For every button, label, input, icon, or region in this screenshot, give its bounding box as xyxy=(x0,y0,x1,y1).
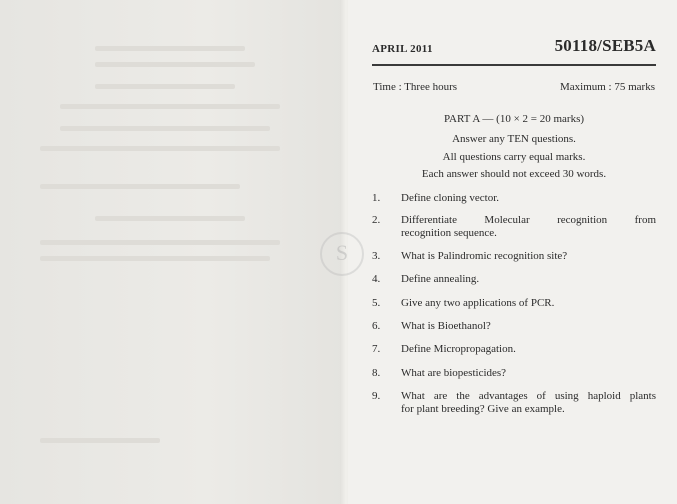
maximum-marks: Maximum : 75 marks xyxy=(559,81,655,93)
question-number: 4. xyxy=(372,273,381,285)
faded-text-line xyxy=(60,104,280,109)
question-text: What are biopesticides? xyxy=(401,367,507,379)
part-title: PART A — (10 × 2 = 20 marks) xyxy=(443,113,585,125)
question-number: 7. xyxy=(372,343,381,355)
question-number: 8. xyxy=(372,367,381,379)
question-text-line1: What are the advantages of using haploid plants xyxy=(401,390,656,402)
faded-text-line xyxy=(40,256,270,261)
header-rule xyxy=(372,64,656,66)
exam-header xyxy=(372,36,656,66)
question-number: 9. xyxy=(372,390,381,402)
faded-text-line xyxy=(40,240,280,245)
faded-text-line xyxy=(60,126,270,131)
question-text-line2: for plant breeding? Give an example. xyxy=(401,403,565,415)
question-text-line2: recognition sequence. xyxy=(401,227,497,239)
question-number: 3. xyxy=(372,250,381,262)
instruction-word-limit: Each answer should not exceed 30 words. xyxy=(421,168,607,180)
instruction-answer-ten: Answer any TEN questions. xyxy=(452,133,576,145)
instruction-equal-marks: All questions carry equal marks. xyxy=(442,151,586,163)
faded-text-line xyxy=(95,216,245,221)
question-text-line1: Differentiate Molecular recognition from xyxy=(401,214,656,226)
question-number: 5. xyxy=(372,297,381,309)
question-text: Give any two applications of PCR. xyxy=(401,297,555,309)
faded-text-line xyxy=(40,438,160,443)
exam-month: APRIL 2011 xyxy=(372,43,433,55)
faded-text-line xyxy=(95,62,255,67)
question-number: 6. xyxy=(372,320,381,332)
time-allowed: Time : Three hours xyxy=(373,81,458,93)
question-number: 2. xyxy=(372,214,381,226)
question-text: Define cloning vector. xyxy=(401,192,500,204)
watermark-seal-icon: S xyxy=(320,232,364,276)
question-text: What is Bioethanol? xyxy=(401,320,491,332)
faded-text-line xyxy=(40,184,240,189)
question-text: What is Palindromic recognition site? xyxy=(401,250,568,262)
question-text: Define Micropropagation. xyxy=(401,343,516,355)
question-number: 1. xyxy=(372,192,381,204)
paper-code: 50118/SEB5A xyxy=(554,36,656,55)
faded-text-line xyxy=(40,146,280,151)
faded-text-line xyxy=(95,46,245,51)
question-text: Define annealing. xyxy=(401,273,480,285)
faded-text-line xyxy=(95,84,235,89)
